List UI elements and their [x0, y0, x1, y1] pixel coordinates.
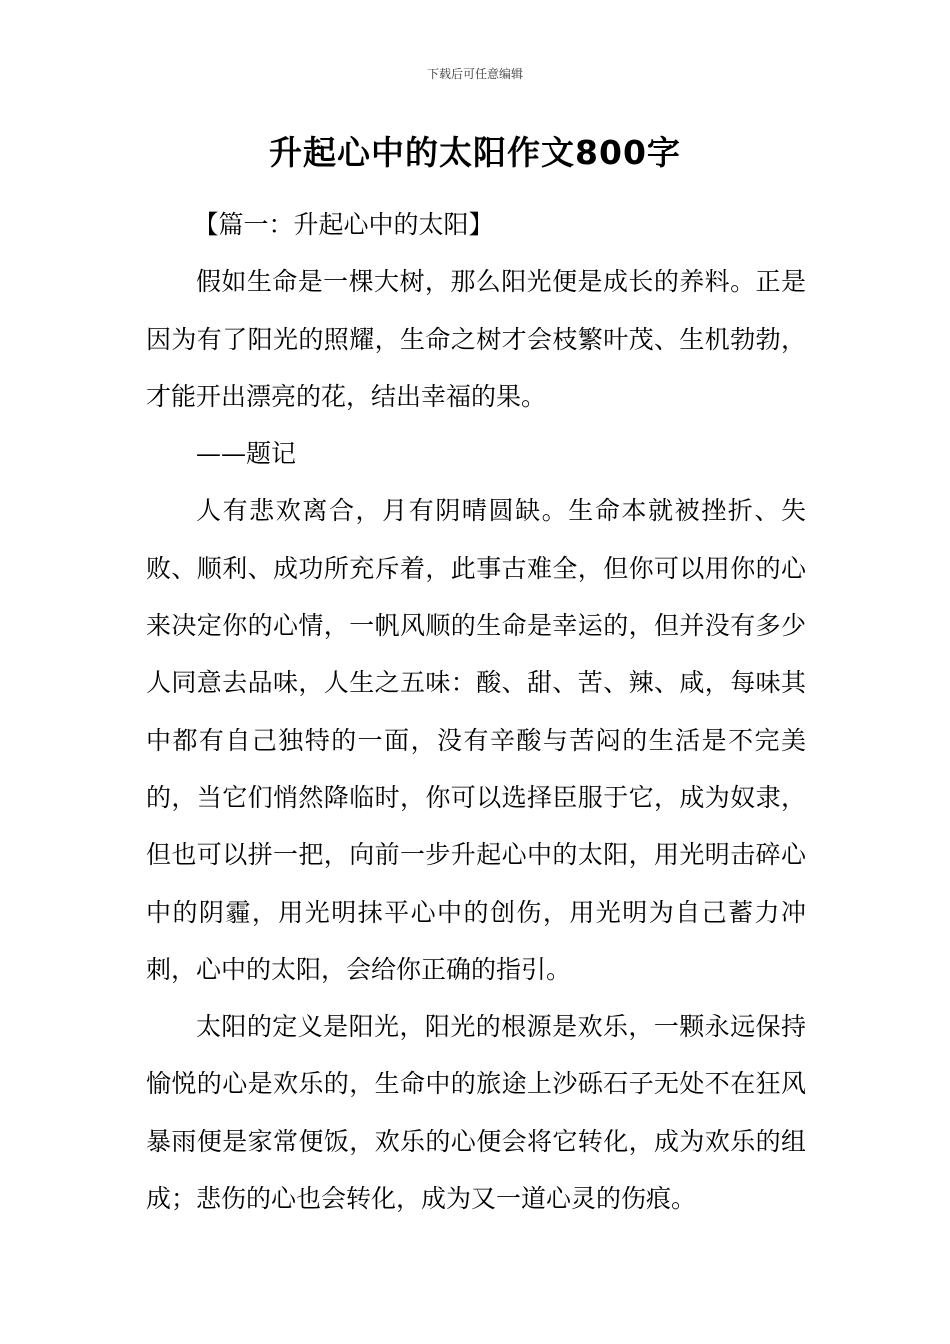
section-heading: 【篇一：升起心中的太阳】: [193, 210, 494, 239]
paragraph-epigraph: ——题记: [196, 439, 297, 469]
paragraph-intro: 假如生命是一棵大树，那么阳光便是成长的养料。正是因为有了阳光的照耀，生命之树才会枝繁叶茂、生机勃勃，才能开出漂亮的花，结出幸福的果。: [146, 267, 806, 411]
header-note: 下载后可任意编辑: [426, 67, 523, 81]
page-title: 升起心中的太阳作文800字: [269, 133, 681, 172]
article-body: [146, 196, 806, 1227]
paragraph-main: 人有悲欢离合，月有阴晴圆缺。生命本就被挫折、失败、顺利、成功所充斥着，此事古难全，但你可以用你的心来决定你的心情，一帆风顺的生命是幸运的，但并没有多少人同意去品味，人生之五味：酸、甜、苦、辣、咸，每味其中都有自己独特的一面，没有辛酸与苦闷的生活是不完美的，当它们悄然降临时，你可以选择臣服于它，成为奴隶，但也可以拼一把，向前一步升起心中的太阳，用光明击碎心中的阴霾，用光明抹平心中的创伤，用光明为自己蓄力冲刺，心中的太阳，会给你正确的指引。: [146, 496, 806, 984]
paragraph-sun: 太阳的定义是阳光，阳光的根源是欢乐，一颗永远保持愉悦的心是欢乐的，生命中的旅途上沙砾石子无处不在狂风暴雨便是家常便饭，欢乐的心便会将它转化，成为欢乐的组成；悲伤的心也会转化，成为又一道心灵的伤痕。: [146, 1012, 806, 1214]
